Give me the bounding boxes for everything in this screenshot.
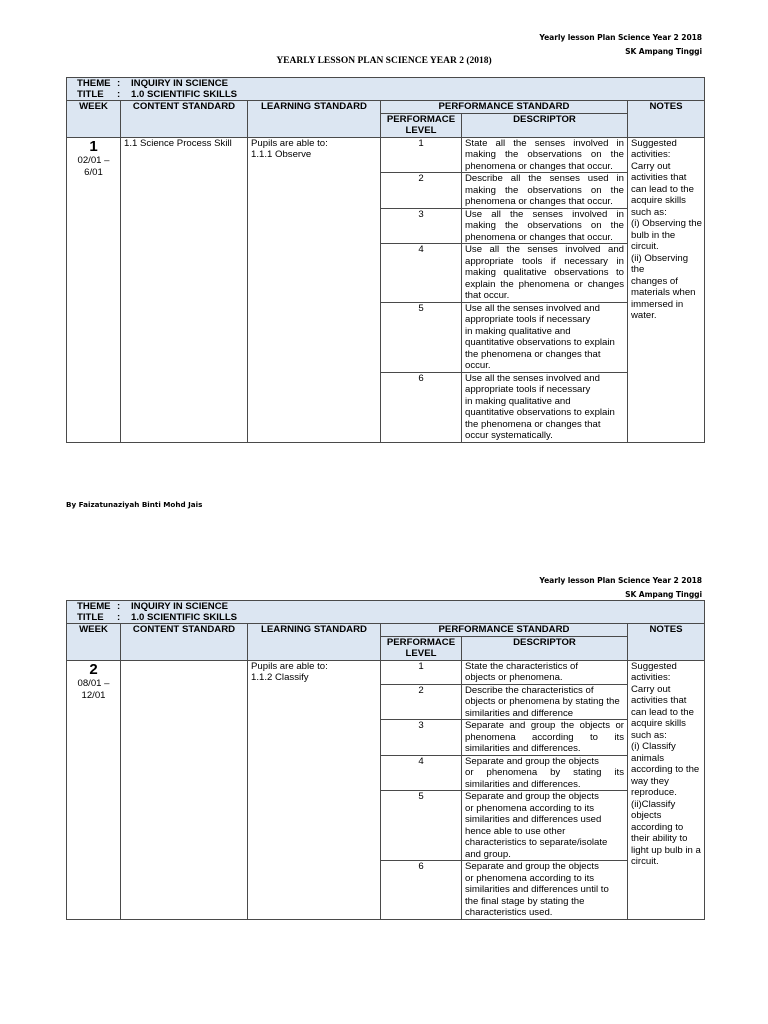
performance-level-cell: 6 bbox=[381, 372, 462, 442]
descriptor-cell: Use all the senses involved and appropriate tools if necessary in making qualitative and quantitative observations to explain the phenomena or changes that occur systematically. bbox=[462, 372, 628, 442]
descriptor-cell: Use all the senses involved and appropriate tools if necessary in making qualitative observations to explain the phenomena or changes that occur. bbox=[462, 244, 628, 303]
performance-level-cell: 6 bbox=[381, 861, 462, 920]
col-week-header: WEEK bbox=[67, 101, 121, 138]
descriptor-cell: Separate and group the objects or phenomena according to its similarities and differences until to the final stage by stating the characteristics used. bbox=[462, 861, 628, 920]
col-learning-standard-header: LEARNING STANDARD bbox=[248, 624, 381, 661]
learning-standard-cell: Pupils are able to: 1.1.1 Observe bbox=[248, 137, 381, 442]
theme-value: INQUIRY IN SCIENCE bbox=[131, 78, 229, 89]
theme-label: THEME bbox=[77, 78, 111, 89]
title-label: TITLE bbox=[77, 89, 104, 100]
table-row bbox=[67, 137, 705, 173]
descriptor-cell: Use all the senses involved in making the observations on the phenomena or changes that occur. bbox=[462, 208, 628, 244]
performance-level-cell: 3 bbox=[381, 720, 462, 756]
content-standard-cell: 1.1 Science Process Skill bbox=[121, 137, 248, 442]
performance-level-cell: 1 bbox=[381, 660, 462, 684]
performance-level-cell: 3 bbox=[381, 208, 462, 244]
theme-title-cell: THEME : INQUIRY IN SCIENCE TITLE : 1.0 SCIENTIFIC SKILLS bbox=[67, 601, 705, 624]
descriptor-cell: Separate and group the objects or phenomena by stating its similarities and differences. bbox=[462, 755, 628, 791]
performance-level-cell: 4 bbox=[381, 244, 462, 303]
page-header bbox=[539, 31, 702, 59]
descriptor-cell: Separate and group the objects or phenomena according to its similarities and differences used hence able to use other characteristics to separate/isolate and group. bbox=[462, 791, 628, 861]
week-number: 1 bbox=[89, 137, 98, 155]
col-descriptor-header: DESCRIPTOR bbox=[462, 113, 628, 137]
content-standard-cell bbox=[121, 660, 248, 920]
learning-standard-cell: Pupils are able to: 1.1.2 Classify bbox=[248, 660, 381, 920]
performance-level-cell: 5 bbox=[381, 302, 462, 372]
descriptor-cell: Describe the characteristics of objects or phenomena by stating the similarities and difference bbox=[462, 684, 628, 720]
col-performance-level-header: PERFORMACE LEVEL bbox=[381, 113, 462, 137]
title-label: TITLE bbox=[77, 612, 104, 623]
theme-value: INQUIRY IN SCIENCE bbox=[131, 601, 229, 612]
col-performance-standard-header: PERFORMANCE STANDARD bbox=[381, 101, 628, 114]
col-notes-header: NOTES bbox=[628, 101, 705, 138]
header-line-2: SK Ampang Tinggi bbox=[625, 47, 702, 56]
document-title: YEARLY LESSON PLAN SCIENCE YEAR 2 (2018) bbox=[276, 56, 492, 66]
col-learning-standard-header: LEARNING STANDARD bbox=[248, 101, 381, 138]
col-content-standard-header: CONTENT STANDARD bbox=[121, 624, 248, 661]
theme-label: THEME bbox=[77, 601, 111, 612]
header-line-1: Yearly lesson Plan Science Year 2 2018 bbox=[539, 576, 702, 585]
col-notes-header: NOTES bbox=[628, 624, 705, 661]
week-dates: 02/01 – 6/01 bbox=[77, 154, 110, 178]
descriptor-cell: Use all the senses involved and appropriate tools if necessary in making qualitative and quantitative observations to explain the phenomena or changes that occur. bbox=[462, 302, 628, 372]
author-byline: By Faizatunaziyah Binti Mohd Jais bbox=[66, 500, 203, 509]
column-header-row bbox=[67, 624, 705, 637]
col-descriptor-header: DESCRIPTOR bbox=[462, 636, 628, 660]
week-dates: 08/01 – 12/01 bbox=[77, 677, 110, 701]
lesson-plan-table-week-1 bbox=[66, 77, 705, 443]
col-performance-level-header: PERFORMACE LEVEL bbox=[381, 636, 462, 660]
descriptor-cell: Separate and group the objects or phenomena according to its similarities and differences. bbox=[462, 720, 628, 756]
column-header-row bbox=[67, 101, 705, 114]
col-content-standard-header: CONTENT STANDARD bbox=[121, 101, 248, 138]
performance-level-cell: 1 bbox=[381, 137, 462, 173]
theme-title-cell: THEME : INQUIRY IN SCIENCE TITLE : 1.0 SCIENTIFIC SKILLS bbox=[67, 78, 705, 101]
theme-row bbox=[67, 78, 705, 101]
header-line-1: Yearly lesson Plan Science Year 2 2018 bbox=[539, 33, 702, 42]
week-cell bbox=[67, 137, 121, 442]
descriptor-cell: State the characteristics of objects or phenomena. bbox=[462, 660, 628, 684]
table-row bbox=[67, 660, 705, 684]
notes-cell: Suggested activities: Carry out activities that can lead to the acquire skills such as: (i) Classify animals according to the way they reproduce. (ii)Classify objects according to their ability to light up bulb in a circuit. bbox=[628, 660, 705, 920]
descriptor-cell: Describe all the senses used in making the observations on the phenomena or changes that occur. bbox=[462, 173, 628, 209]
performance-level-cell: 5 bbox=[381, 791, 462, 861]
performance-level-cell: 2 bbox=[381, 173, 462, 209]
col-week-header: WEEK bbox=[67, 624, 121, 661]
lesson-plan-table-week-2 bbox=[66, 600, 705, 920]
descriptor-cell: State all the senses involved in making the observations on the phenomena or changes that occur. bbox=[462, 137, 628, 173]
title-value: 1.0 SCIENTIFIC SKILLS bbox=[131, 612, 238, 623]
title-value: 1.0 SCIENTIFIC SKILLS bbox=[131, 89, 238, 100]
page-header bbox=[539, 574, 702, 602]
col-performance-standard-header: PERFORMANCE STANDARD bbox=[381, 624, 628, 637]
week-number: 2 bbox=[89, 660, 98, 678]
performance-level-cell: 2 bbox=[381, 684, 462, 720]
performance-level-cell: 4 bbox=[381, 755, 462, 791]
notes-cell: Suggested activities: Carry out activities that can lead to the acquire skills such as: (i) Observing the bulb in the circuit. (ii) Observing the changes of materials when immersed in water. bbox=[628, 137, 705, 442]
header-line-2: SK Ampang Tinggi bbox=[625, 590, 702, 599]
theme-row bbox=[67, 601, 705, 624]
week-cell bbox=[67, 660, 121, 920]
